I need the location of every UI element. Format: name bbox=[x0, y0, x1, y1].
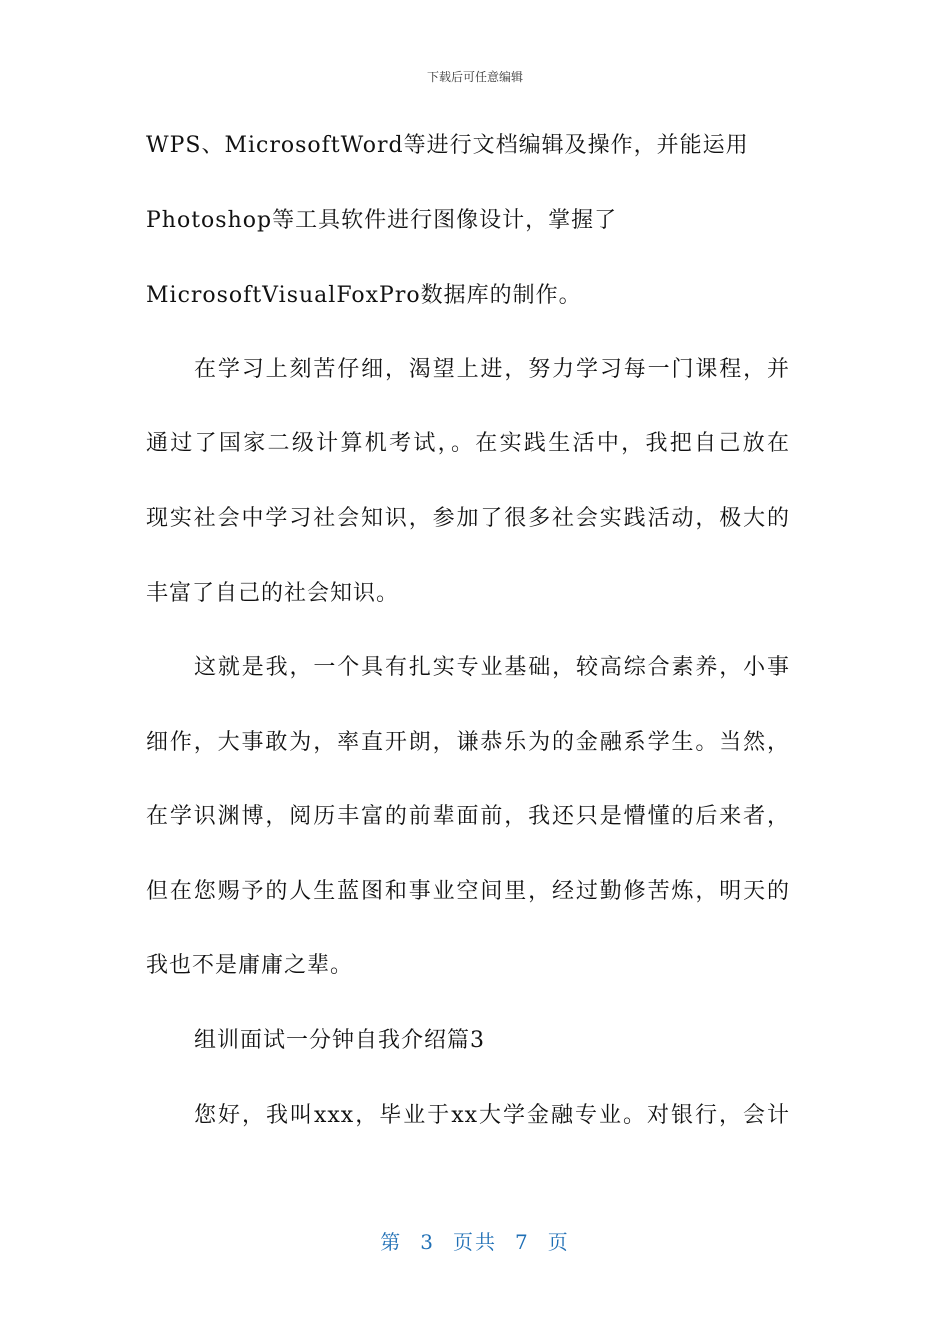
body-line: WPS、MicrosoftWord等进行文档编辑及操作，并能运用 bbox=[146, 133, 749, 158]
section-heading: 组训面试一分钟自我介绍篇3 bbox=[194, 1028, 485, 1053]
body-line: 这就是我，一个具有扎实专业基础，较高综合素养，小事 bbox=[194, 655, 790, 680]
body-line: Photoshop等工具软件进行图像设计，掌握了 bbox=[146, 208, 618, 233]
total-pages-number: 7 bbox=[515, 1230, 530, 1254]
footer-prefix: 第 bbox=[380, 1230, 403, 1254]
body-line: 在学识渊博，阅历丰富的前辈面前，我还只是懵懂的后来者， bbox=[146, 804, 790, 829]
page-header-note: 下载后可任意编辑 bbox=[426, 70, 523, 84]
body-line: 但在您赐予的人生蓝图和事业空间里，经过勤修苦炼，明天的 bbox=[146, 879, 790, 904]
body-line: MicrosoftVisualFoxPro数据库的制作。 bbox=[146, 283, 582, 308]
body-line: 我也不是庸庸之辈。 bbox=[146, 953, 354, 978]
body-line: 通过了国家二级计算机考试，。在实践生活中，我把自己放在 bbox=[146, 431, 790, 456]
page-footer bbox=[0, 1226, 950, 1255]
footer-middle: 页共 bbox=[453, 1230, 497, 1254]
body-line: 您好，我叫xxx，毕业于xx大学金融专业。对银行，会计 bbox=[194, 1103, 790, 1128]
current-page-number: 3 bbox=[420, 1230, 435, 1254]
body-line: 现实社会中学习社会知识，参加了很多社会实践活动，极大的 bbox=[146, 506, 790, 531]
body-line: 丰富了自己的社会知识。 bbox=[146, 581, 400, 606]
body-line: 细作，大事敢为，率直开朗，谦恭乐为的金融系学生。当然， bbox=[146, 730, 790, 755]
body-line: 在学习上刻苦仔细，渴望上进，努力学习每一门课程，并 bbox=[194, 357, 790, 382]
footer-suffix: 页 bbox=[547, 1230, 570, 1254]
